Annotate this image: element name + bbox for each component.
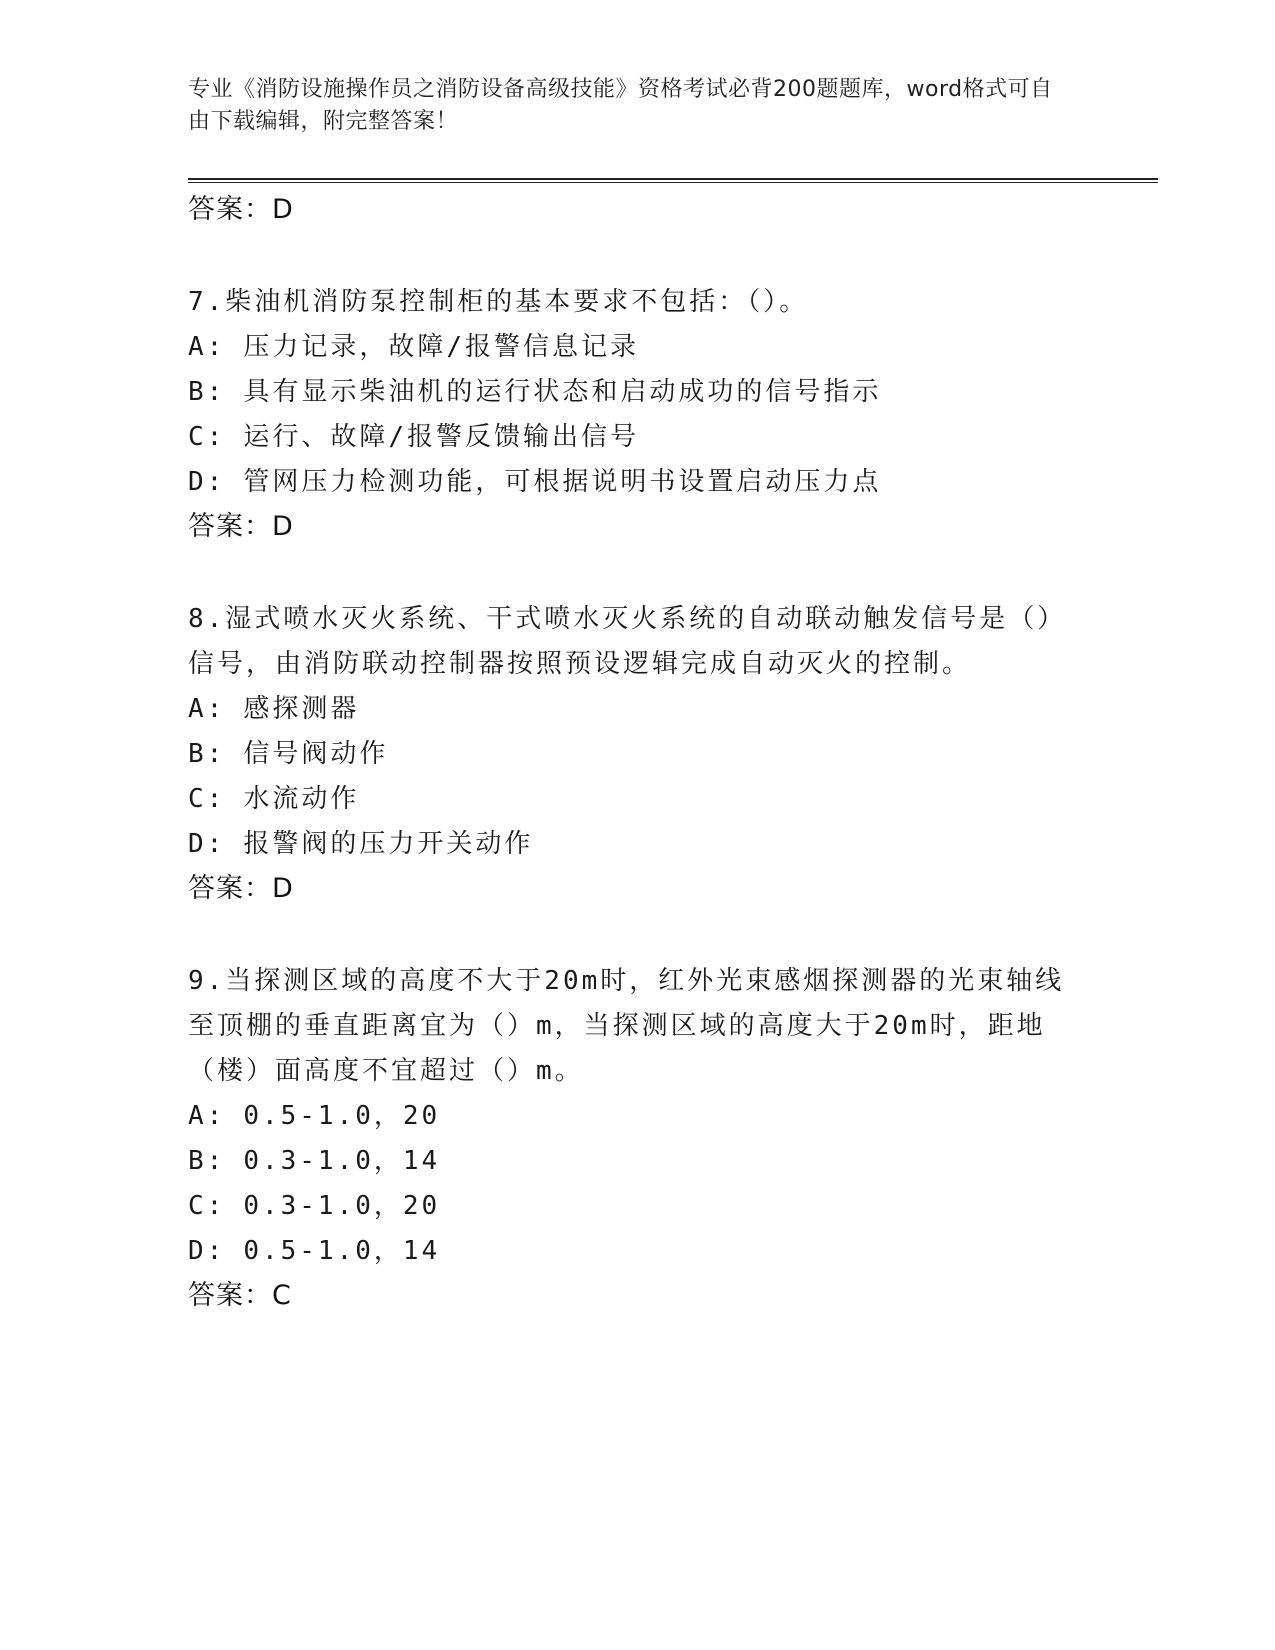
option-a bbox=[188, 687, 1088, 732]
option-letter: D: bbox=[188, 1236, 226, 1266]
option-letter: C: bbox=[188, 784, 226, 814]
answer-line: 答案：C bbox=[188, 1280, 292, 1311]
option-a bbox=[188, 325, 1088, 370]
option-text: 运行、故障/报警反馈输出信号 bbox=[243, 422, 639, 452]
option-letter: C: bbox=[188, 422, 226, 452]
option-c bbox=[188, 415, 1088, 460]
option-a bbox=[188, 1094, 1088, 1139]
option-letter: A: bbox=[188, 1101, 226, 1131]
question-7 bbox=[188, 280, 1088, 549]
option-letter: B: bbox=[188, 739, 226, 769]
question-8 bbox=[188, 597, 1088, 911]
option-letter: B: bbox=[188, 1146, 226, 1176]
option-d bbox=[188, 822, 1088, 867]
option-text: 具有显示柴油机的运行状态和启动成功的信号指示 bbox=[243, 377, 882, 407]
option-text: 压力记录，故障/报警信息记录 bbox=[243, 332, 639, 362]
option-letter: D: bbox=[188, 829, 226, 859]
option-text: 管网压力检测功能，可根据说明书设置启动压力点 bbox=[243, 467, 882, 497]
option-d bbox=[188, 460, 1088, 505]
option-text: 水流动作 bbox=[243, 784, 360, 814]
document-body bbox=[188, 188, 1088, 1318]
question-stem: 9.当探测区域的高度不大于20m时，红外光束感烟探测器的光束轴线至顶棚的垂直距离宜为（）m，当探测区域的高度大于20m时，距地（楼）面高度不宜超过（）m。 bbox=[188, 966, 1065, 1086]
option-text: 报警阀的压力开关动作 bbox=[243, 829, 534, 859]
answer-line: 答案：D bbox=[188, 873, 294, 904]
option-c bbox=[188, 777, 1088, 822]
option-d bbox=[188, 1229, 1088, 1274]
option-text: 0.5-1.0，14 bbox=[243, 1236, 441, 1266]
option-letter: A: bbox=[188, 332, 226, 362]
option-letter: D: bbox=[188, 467, 226, 497]
option-letter: A: bbox=[188, 694, 226, 724]
option-text: 感探测器 bbox=[243, 694, 360, 724]
question-9 bbox=[188, 959, 1088, 1318]
option-b bbox=[188, 1139, 1088, 1184]
option-letter: C: bbox=[188, 1191, 226, 1221]
header-divider bbox=[188, 178, 1158, 183]
option-text: 0.3-1.0，20 bbox=[243, 1191, 441, 1221]
option-b bbox=[188, 732, 1088, 777]
question-stem: 7.柴油机消防泵控制柜的基本要求不包括：（）。 bbox=[188, 287, 809, 317]
option-c bbox=[188, 1184, 1088, 1229]
option-text: 信号阀动作 bbox=[243, 739, 389, 769]
option-letter: B: bbox=[188, 377, 226, 407]
question-stem: 8.湿式喷水灭火系统、干式喷水灭火系统的自动联动触发信号是（）信号，由消防联动控制器按照预设逻辑完成自动灭火的控制。 bbox=[188, 604, 1067, 679]
option-b bbox=[188, 370, 1088, 415]
document-header: 专业《消防设施操作员之消防设备高级技能》资格考试必背200题题库，word格式可自由下载编辑，附完整答案！ bbox=[188, 77, 1053, 134]
answer-line: 答案：D bbox=[188, 511, 294, 542]
option-text: 0.5-1.0，20 bbox=[243, 1101, 441, 1131]
option-text: 0.3-1.0，14 bbox=[243, 1146, 441, 1176]
previous-answer: 答案：D bbox=[188, 194, 294, 225]
